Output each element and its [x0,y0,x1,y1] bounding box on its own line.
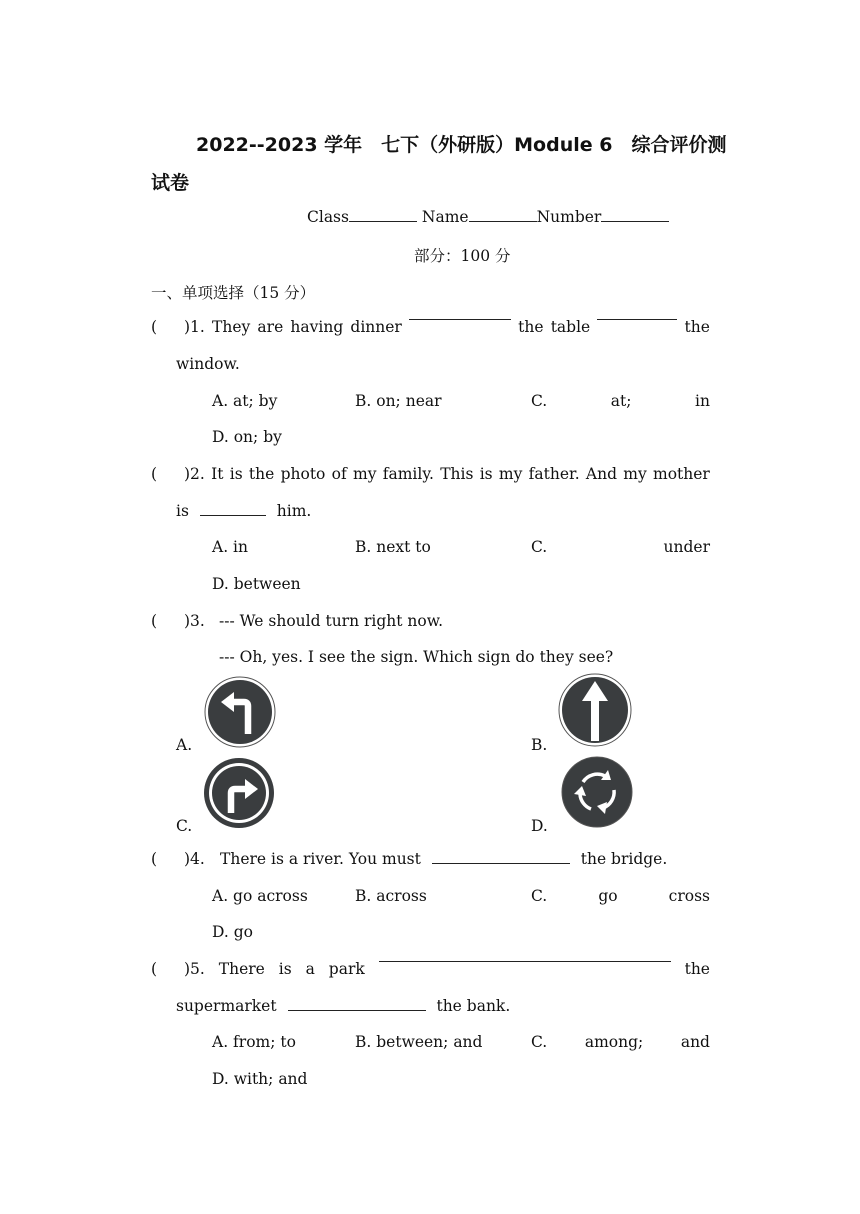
q2-word: And [585,465,618,483]
q1-line-1 [184,318,710,336]
title-line-2: 试卷 [151,172,190,194]
q2-word: is [176,502,189,520]
q3-option-a: A. [176,736,193,754]
q2-word: mother [653,465,710,483]
q5-word: the [684,960,710,978]
q2-option-d: D. between [212,575,301,593]
q1-blank-1 [409,318,511,320]
q2-line-2 [176,502,311,520]
q2-word: my [498,465,523,483]
q4-option-d: D. go [212,923,253,941]
turn-right-sign-icon [203,757,275,829]
q5-word: There [218,960,265,978]
q1-option-c [531,392,710,410]
q2-paren: ( [151,465,158,483]
q5-word: a [305,960,315,978]
q1-word: dinner [350,318,402,336]
q2-word: father. [528,465,580,483]
q1-option-a: A. at; by [212,392,278,410]
q5-word: park [328,960,365,978]
q2-word: the [248,465,275,483]
q4-option-c [531,887,710,905]
q4-text: the bridge. [580,850,668,868]
q3-line-2: --- Oh, yes. I see the sign. Which sign do they see? [219,648,614,666]
go-straight-sign-icon [558,673,632,747]
q4-text: There is a river. You must [220,850,421,868]
q2-option-a: A. in [212,538,248,556]
option-c-label: C. [531,1033,548,1051]
q5-blank-1 [379,960,671,962]
q1-blank-2 [597,318,677,320]
option-c-text: in [695,392,710,410]
q2-word: It [211,465,224,483]
student-info-line [307,208,669,226]
q4-line-1 [220,850,667,868]
q1-line-2: window. [176,355,240,373]
q5-text: the bank. [436,997,511,1015]
q1-paren: ( [151,318,158,336]
q2-number: )2. [184,465,205,483]
q3-option-c: C. [176,817,193,835]
q3-option-d: D. [531,817,548,835]
option-c-label: C. [531,538,548,556]
q2-option-c [531,538,710,556]
q4-number: )4. [184,850,205,868]
q1-word: the [684,318,710,336]
q3-line-1: --- We should turn right now. [219,612,444,630]
q2-word: my [623,465,647,483]
q2-blank [200,514,266,516]
q2-word: is [229,465,243,483]
q2-word: him. [276,502,312,520]
score-line: 部分：100 分 [414,247,511,265]
q4-option-a: A. go across [212,887,308,905]
title-line-1: 2022--2023 学年 七下（外研版）Module 6 综合评价测 [196,134,727,156]
q5-number: )5. [184,960,205,978]
q1-word: table [550,318,591,336]
option-c-text: among; [584,1033,644,1051]
q2-word: family. [382,465,434,483]
q1-option-d: D. on; by [212,428,282,446]
q5-line-2 [176,997,510,1015]
q1-word: the [518,318,544,336]
q3-number: )3. [184,612,205,630]
option-c-label: C. [531,392,548,410]
class-blank [349,220,417,222]
q4-paren: ( [151,850,158,868]
q5-blank-2 [288,1009,426,1011]
q2-word: my [353,465,377,483]
q1-word: are [257,318,284,336]
q1-option-b: B. on; near [355,392,442,410]
q5-option-d: D. with; and [212,1070,308,1088]
option-c-text: go [598,887,618,905]
q2-word: photo [280,465,326,483]
q5-option-c [531,1033,710,1051]
option-c-label: C. [531,887,548,905]
q2-word: This [440,465,474,483]
option-c-text: and [680,1033,710,1051]
q2-option-b: B. next to [355,538,431,556]
q2-line-1 [184,465,710,483]
name-blank [469,220,537,222]
section-heading: 一、单项选择（15 分） [151,284,316,302]
name-label: Name [421,208,469,226]
number-blank [601,220,669,222]
q5-text: supermarket [176,997,277,1015]
q1-word: having [290,318,344,336]
q1-number: )1. [184,318,205,336]
option-c-text: under [663,538,710,556]
turn-left-sign-icon [204,676,276,748]
option-c-text: cross [668,887,710,905]
class-label: Class [307,208,349,226]
number-label: Number [536,208,602,226]
q3-option-b: B. [531,736,548,754]
q5-word: is [278,960,292,978]
q2-word: of [331,465,347,483]
q4-option-b: B. across [355,887,427,905]
q5-line-1 [184,960,710,978]
roundabout-sign-icon [561,756,633,828]
q2-word: is [479,465,493,483]
q1-word: They [212,318,251,336]
option-c-text: at; [610,392,632,410]
q5-option-a: A. from; to [212,1033,296,1051]
q5-paren: ( [151,960,158,978]
q4-blank [432,862,570,864]
q3-paren: ( [151,612,158,630]
q5-option-b: B. between; and [355,1033,483,1051]
